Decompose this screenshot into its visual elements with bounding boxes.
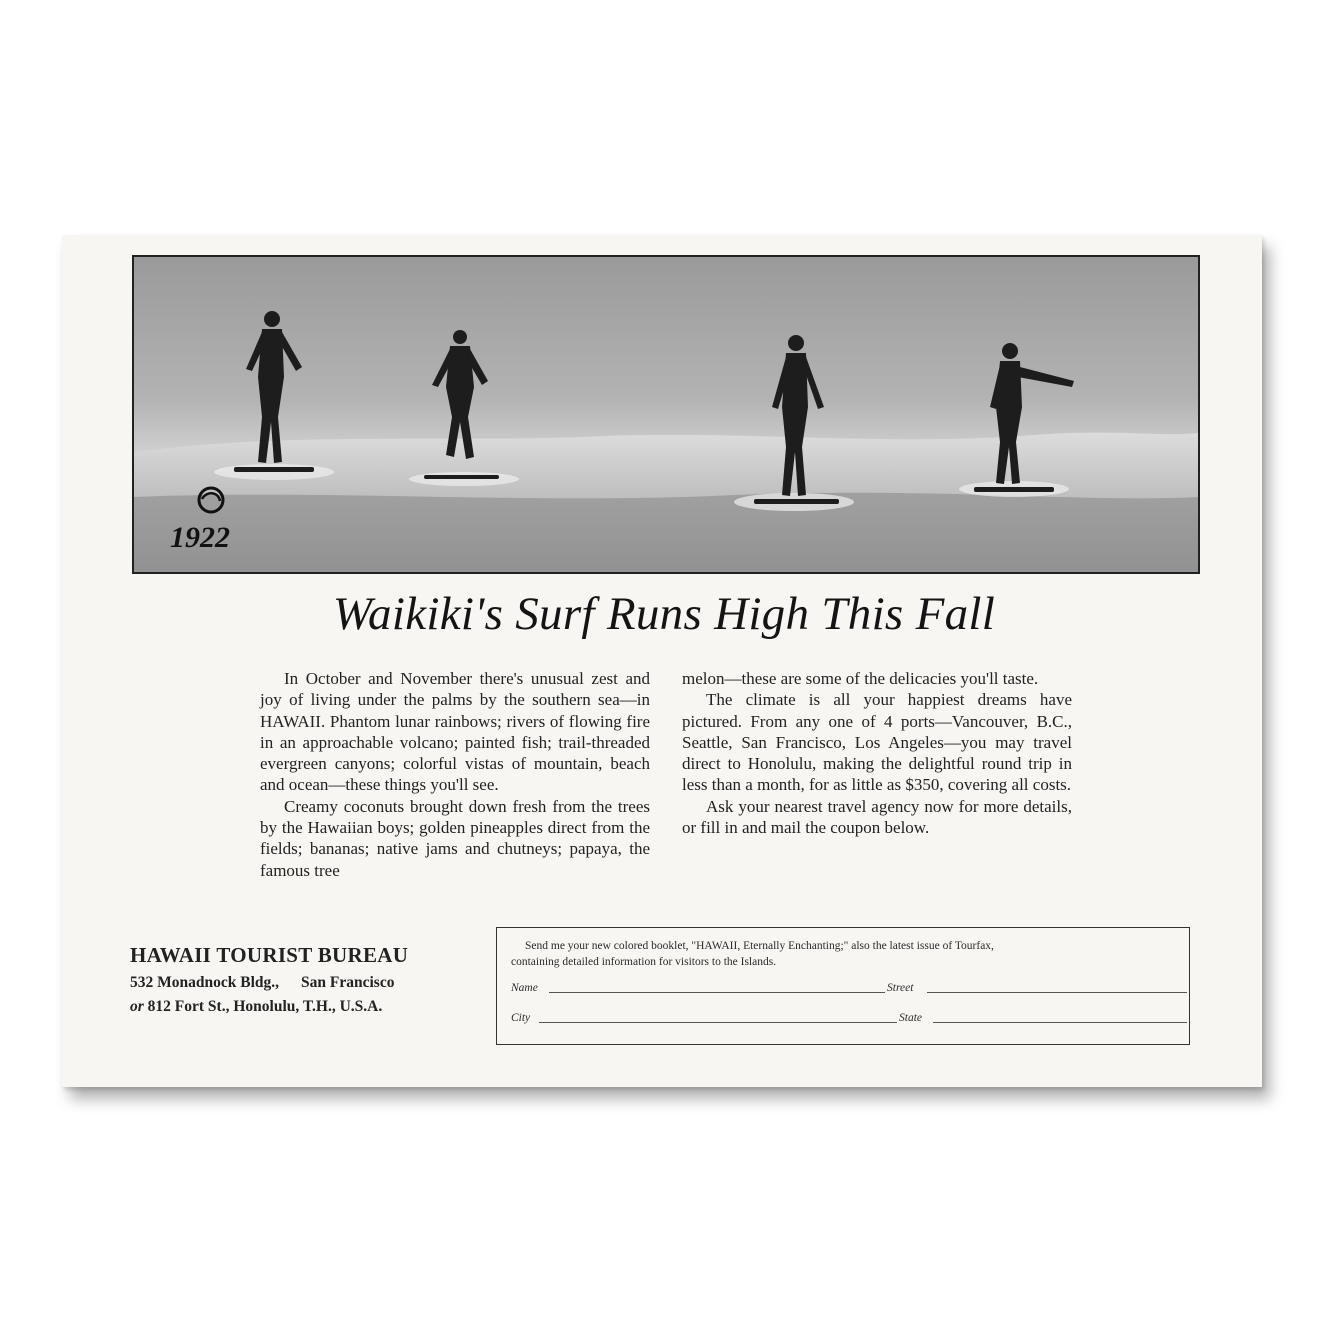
coupon-row-name-street [511,978,1187,996]
mail-coupon [496,927,1190,1045]
address-honolulu: 812 Fort St., Honolulu, T.H., U.S.A. [147,998,383,1015]
address-line-1 [130,974,460,992]
surf-scene-image [134,257,1198,572]
body-column-right [682,668,1072,838]
paragraph: melon—these are some of the delicacies you'll taste. [682,669,1039,688]
headline: Waikiki's Surf Runs High This Fall [332,588,996,640]
surfers-photo [132,255,1200,574]
address-city: San Francisco [301,974,395,991]
state-field[interactable] [933,1022,1187,1023]
advertisement-page [62,235,1262,1087]
city-field[interactable] [539,1022,897,1023]
street-field[interactable] [927,992,1187,993]
coupon-line-1: Send me your new colored booklet, "HAWAII, Eternally Enchanting;" also the latest issue of Tourfax, [525,940,994,952]
street-label: Street [887,982,914,994]
bureau-address-block [130,943,460,1016]
paragraph: Creamy coconuts brought down fresh from the trees by the Hawaiian boys; golden pineapples direct from the fields; bananas; native jams and chutneys; papaya, the famous tree [260,796,650,880]
address-street: 532 Monadnock Bldg., [130,974,280,991]
svg-text:1922: 1922 [170,521,230,554]
name-field[interactable] [549,992,885,993]
coupon-line-2: containing detailed information for visitors to the Islands. [511,956,777,968]
address-or: or [130,998,144,1015]
bureau-name: HAWAII TOURIST BUREAU [130,943,409,967]
address-line-2 [130,998,460,1016]
paragraph: In October and November there's unusual zest and joy of living under the palms by the southern sea—in HAWAII. Phantom lunar rainbows; rivers of flowing fire in an approachable volcano; painted fish; trail-threaded evergreen canyons; colorful vistas of mountain, beach and ocean—these things you'll see. [260,669,650,795]
coupon-text [511,938,1181,970]
paragraph: Ask your nearest travel agency now for more details, or fill in and mail the coupon below. [682,796,1072,838]
state-label: State [899,1012,922,1024]
name-label: Name [511,982,538,994]
body-column-left [260,668,650,881]
paragraph: The climate is all your happiest dreams have pictured. From any one of 4 ports—Vancouver, B.C., Seattle, San Francisco, Los Angeles—you may travel direct to Honolulu, making the delightful round trip in less than a month, for as little as $350, covering all costs. [682,690,1072,795]
city-label: City [511,1012,531,1024]
coupon-row-city-state [511,1008,1187,1026]
